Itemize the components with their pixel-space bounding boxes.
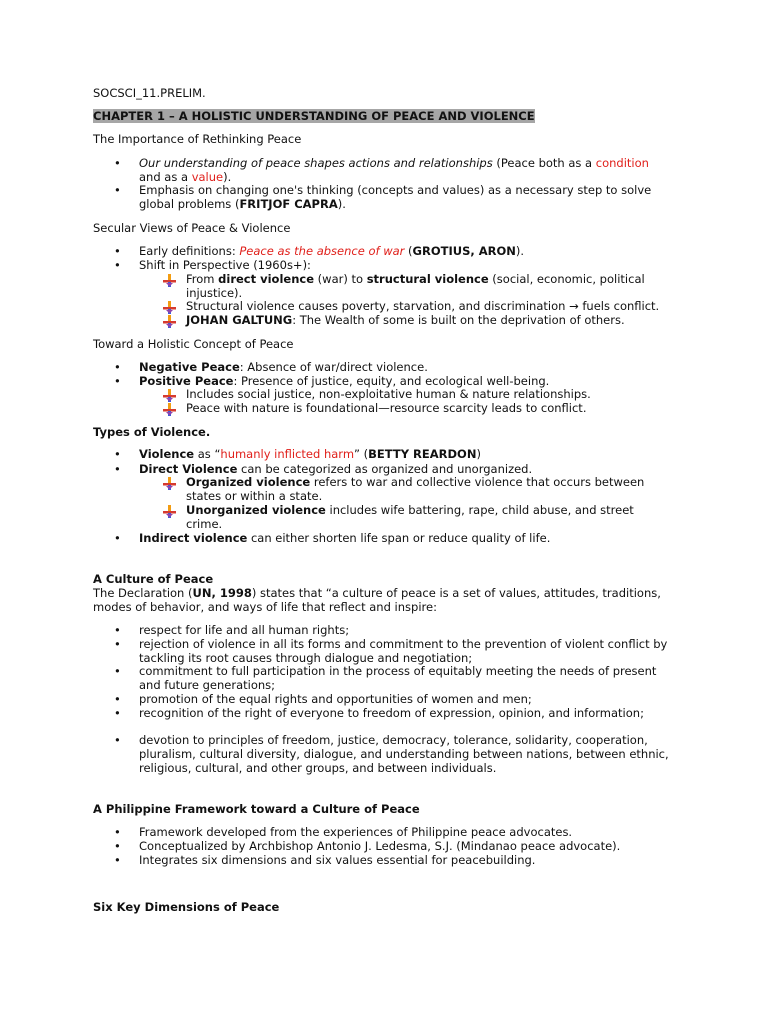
sub-bullet-icon <box>163 274 176 287</box>
list-item: • commitment to full participation in the process of equitably meeting the needs of present <box>139 665 656 679</box>
sub-list-item: Peace with nature is foundational—resource scarcity leads to conflict. <box>186 401 587 415</box>
paragraph: The Declaration (UN, 1998) states that “a culture of peace is a set of values, attitudes, traditions, <box>93 586 661 600</box>
list-item: • promotion of the equal rights and opportunities of women and men; <box>139 693 532 707</box>
sub-list-item-continued: crime. <box>186 517 223 531</box>
sub-list-item: Includes social justice, non-exploitative human & nature relationships. <box>186 387 591 401</box>
sub-bullet-icon <box>163 477 176 490</box>
list-item: • Positive Peace: Presence of justice, equity, and ecological well-being. <box>139 375 549 389</box>
sub-list-item-continued: injustice). <box>186 286 243 300</box>
list-item-continued: global problems (FRITJOF CAPRA). <box>139 197 346 211</box>
list-item: • Early definitions: Peace as the absence of war (GROTIUS, ARON). <box>139 245 524 259</box>
list-item-continued: and as a value). <box>139 170 232 184</box>
sub-bullet-icon <box>163 505 176 518</box>
course-header: SOCSCI_11.PRELIM. <box>93 86 206 100</box>
sub-list-item-continued: states or within a state. <box>186 489 323 503</box>
sub-list-item: Unorganized violence includes wife battering, rape, child abuse, and street <box>186 503 634 517</box>
list-item: • Negative Peace: Absence of war/direct violence. <box>139 361 428 375</box>
sub-bullet-icon <box>163 315 176 328</box>
list-item: • Conceptualized by Archbishop Antonio J. Ledesma, S.J. (Mindanao peace advocate). <box>139 840 620 854</box>
list-item-continued: tackling its root causes through dialogue and negotiation; <box>139 651 473 665</box>
list-item: • Integrates six dimensions and six values essential for peacebuilding. <box>139 854 535 868</box>
chapter-title-text: CHAPTER 1 – A HOLISTIC UNDERSTANDING OF PEACE AND VIOLENCE <box>93 109 535 123</box>
paragraph-continued: modes of behavior, and ways of life that reflect and inspire: <box>93 600 437 614</box>
list-item: • Framework developed from the experiences of Philippine peace advocates. <box>139 826 572 840</box>
list-item: • recognition of the right of everyone to freedom of expression, opinion, and information; <box>139 707 644 721</box>
sub-bullet-icon <box>163 389 176 402</box>
list-item: • Our understanding of peace shapes actions and relationships (Peace both as a condition <box>139 157 649 171</box>
list-item: • Emphasis on changing one's thinking (concepts and values) as a necessary step to solve <box>139 184 651 198</box>
section-title: Secular Views of Peace & Violence <box>93 221 291 235</box>
list-item: • Direct Violence can be categorized as organized and unorganized. <box>139 463 532 477</box>
section-title: Toward a Holistic Concept of Peace <box>93 337 294 351</box>
list-item: • Shift in Perspective (1960s+): <box>139 259 311 273</box>
sub-bullet-icon <box>163 301 176 314</box>
list-item-continued: pluralism, cultural diversity, dialogue, and understanding between nations, between ethnic, <box>139 747 669 761</box>
sub-list-item: Structural violence causes poverty, starvation, and discrimination → fuels conflict. <box>186 299 660 313</box>
sub-list-item: Organized violence refers to war and collective violence that occurs between <box>186 475 645 489</box>
section-title: A Culture of Peace <box>93 572 214 586</box>
section-title: A Philippine Framework toward a Culture of Peace <box>93 802 420 816</box>
section-title: Six Key Dimensions of Peace <box>93 900 280 914</box>
sub-bullet-icon <box>163 403 176 416</box>
section-title: The Importance of Rethinking Peace <box>93 132 302 146</box>
sub-list-item: From direct violence (war) to structural violence (social, economic, political <box>186 272 645 286</box>
list-item: • respect for life and all human rights; <box>139 624 349 638</box>
list-item: • Violence as “humanly inflicted harm” (BETTY REARDON) <box>139 448 481 462</box>
chapter-title <box>93 110 535 124</box>
sub-list-item: JOHAN GALTUNG: The Wealth of some is built on the deprivation of others. <box>186 313 625 327</box>
list-item: • devotion to principles of freedom, justice, democracy, tolerance, solidarity, cooperation, <box>139 734 648 748</box>
list-item-continued: and future generations; <box>139 678 276 692</box>
list-item: • rejection of violence in all its forms and commitment to the prevention of violent conflict by <box>139 638 667 652</box>
list-item-continued: religious, cultural, and other groups, and between individuals. <box>139 761 497 775</box>
list-item: • Indirect violence can either shorten life span or reduce quality of life. <box>139 532 550 546</box>
section-title: Types of Violence. <box>93 425 211 439</box>
